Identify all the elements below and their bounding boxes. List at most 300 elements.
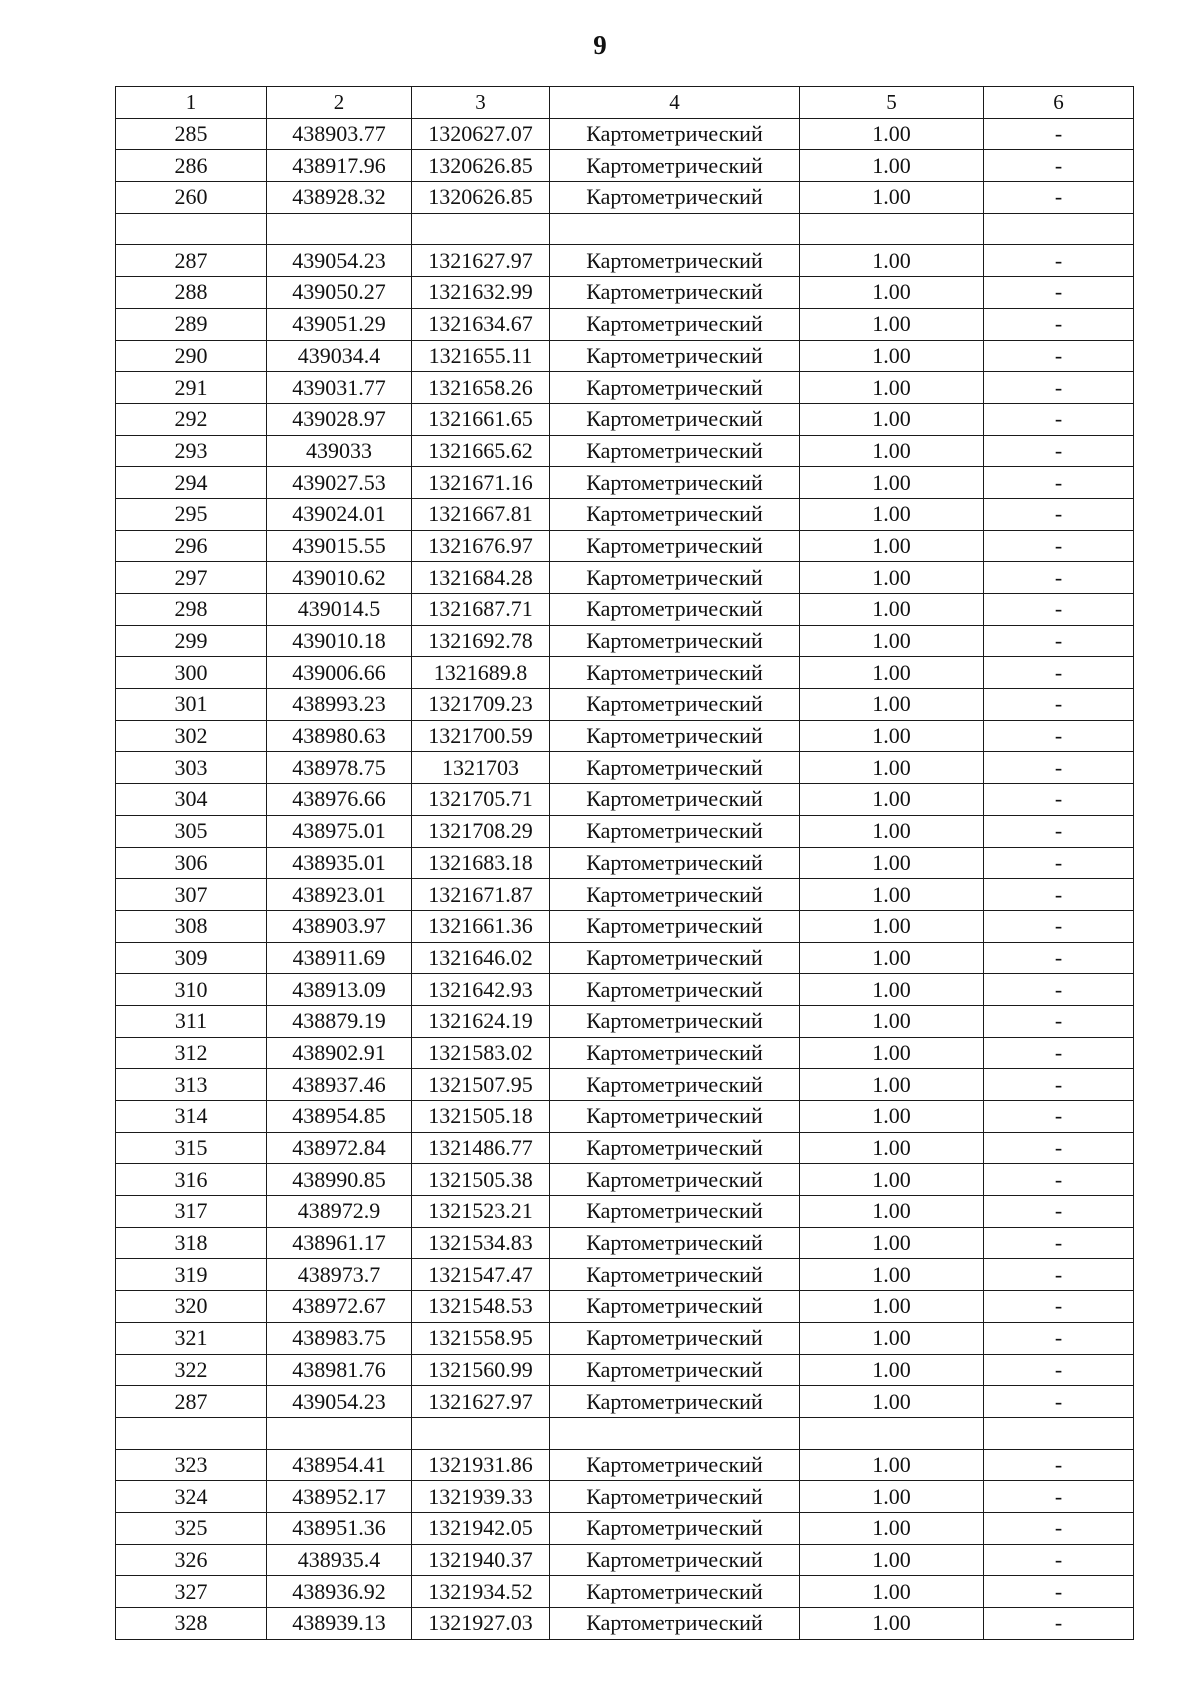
y-coordinate-cell: [412, 1417, 550, 1449]
point-number-cell: 318: [116, 1227, 267, 1259]
accuracy-cell: 1.00: [800, 1544, 984, 1576]
method-cell: Картометрический: [550, 657, 800, 689]
note-cell: [984, 213, 1134, 245]
table-row: [116, 879, 1134, 911]
point-number-cell: 291: [116, 372, 267, 404]
note-cell: -: [984, 1005, 1134, 1037]
method-cell: Картометрический: [550, 942, 800, 974]
column-number-row: [116, 87, 1134, 119]
table-row: [116, 118, 1134, 150]
accuracy-cell: 1.00: [800, 1386, 984, 1418]
x-coordinate-cell: 439014.5: [267, 594, 412, 626]
point-number-cell: 312: [116, 1037, 267, 1069]
point-number-cell: 305: [116, 815, 267, 847]
accuracy-cell: 1.00: [800, 720, 984, 752]
accuracy-cell: 1.00: [800, 1608, 984, 1640]
note-cell: -: [984, 1481, 1134, 1513]
accuracy-cell: 1.00: [800, 625, 984, 657]
accuracy-cell: 1.00: [800, 1196, 984, 1228]
column-number-cell: 3: [412, 87, 550, 119]
note-cell: -: [984, 720, 1134, 752]
method-cell: Картометрический: [550, 182, 800, 214]
table-row: [116, 1481, 1134, 1513]
table-row: [116, 1101, 1134, 1133]
coordinates-table-body: [116, 87, 1134, 1640]
accuracy-cell: 1.00: [800, 498, 984, 530]
method-cell: Картометрический: [550, 1037, 800, 1069]
y-coordinate-cell: 1321627.97: [412, 245, 550, 277]
x-coordinate-cell: 438928.32: [267, 182, 412, 214]
method-cell: Картометрический: [550, 1481, 800, 1513]
note-cell: -: [984, 594, 1134, 626]
y-coordinate-cell: [412, 213, 550, 245]
method-cell: Картометрический: [550, 1512, 800, 1544]
method-cell: Картометрический: [550, 277, 800, 309]
column-number-cell: 5: [800, 87, 984, 119]
accuracy-cell: 1.00: [800, 689, 984, 721]
point-number-cell: 327: [116, 1576, 267, 1608]
y-coordinate-cell: 1321658.26: [412, 372, 550, 404]
note-cell: -: [984, 1069, 1134, 1101]
point-number-cell: 298: [116, 594, 267, 626]
point-number-cell: 297: [116, 562, 267, 594]
x-coordinate-cell: 439010.62: [267, 562, 412, 594]
y-coordinate-cell: 1321558.95: [412, 1322, 550, 1354]
note-cell: -: [984, 1259, 1134, 1291]
note-cell: -: [984, 974, 1134, 1006]
method-cell: Картометрический: [550, 530, 800, 562]
table-row: [116, 657, 1134, 689]
x-coordinate-cell: 438976.66: [267, 784, 412, 816]
x-coordinate-cell: 438913.09: [267, 974, 412, 1006]
x-coordinate-cell: 438911.69: [267, 942, 412, 974]
note-cell: -: [984, 752, 1134, 784]
y-coordinate-cell: 1321942.05: [412, 1512, 550, 1544]
x-coordinate-cell: 439031.77: [267, 372, 412, 404]
x-coordinate-cell: 439027.53: [267, 467, 412, 499]
x-coordinate-cell: 439054.23: [267, 245, 412, 277]
method-cell: Картометрический: [550, 1291, 800, 1323]
contour-separator-row: [116, 213, 1134, 245]
y-coordinate-cell: 1321934.52: [412, 1576, 550, 1608]
method-cell: Картометрический: [550, 689, 800, 721]
y-coordinate-cell: 1321627.97: [412, 1386, 550, 1418]
x-coordinate-cell: 439024.01: [267, 498, 412, 530]
method-cell: Картометрический: [550, 562, 800, 594]
method-cell: Картометрический: [550, 594, 800, 626]
y-coordinate-cell: 1321507.95: [412, 1069, 550, 1101]
column-number-cell: 2: [267, 87, 412, 119]
table-row: [116, 403, 1134, 435]
note-cell: -: [984, 942, 1134, 974]
note-cell: -: [984, 1132, 1134, 1164]
point-number-cell: 288: [116, 277, 267, 309]
y-coordinate-cell: 1321687.71: [412, 594, 550, 626]
table-row: [116, 1512, 1134, 1544]
point-number-cell: 287: [116, 1386, 267, 1418]
note-cell: -: [984, 1354, 1134, 1386]
accuracy-cell: 1.00: [800, 1354, 984, 1386]
accuracy-cell: 1.00: [800, 1005, 984, 1037]
x-coordinate-cell: 438937.46: [267, 1069, 412, 1101]
accuracy-cell: 1.00: [800, 530, 984, 562]
table-row: [116, 467, 1134, 499]
y-coordinate-cell: 1321683.18: [412, 847, 550, 879]
note-cell: -: [984, 1227, 1134, 1259]
method-cell: Картометрический: [550, 1354, 800, 1386]
table-row: [116, 1005, 1134, 1037]
accuracy-cell: 1.00: [800, 467, 984, 499]
method-cell: Картометрический: [550, 720, 800, 752]
y-coordinate-cell: 1321632.99: [412, 277, 550, 309]
method-cell: [550, 1417, 800, 1449]
point-number-cell: 326: [116, 1544, 267, 1576]
point-number-cell: 307: [116, 879, 267, 911]
x-coordinate-cell: 438972.84: [267, 1132, 412, 1164]
table-row: [116, 1544, 1134, 1576]
note-cell: -: [984, 879, 1134, 911]
point-number-cell: 294: [116, 467, 267, 499]
accuracy-cell: 1.00: [800, 1291, 984, 1323]
table-row: [116, 815, 1134, 847]
method-cell: Картометрический: [550, 1005, 800, 1037]
note-cell: -: [984, 308, 1134, 340]
table-row: [116, 308, 1134, 340]
x-coordinate-cell: 438990.85: [267, 1164, 412, 1196]
accuracy-cell: 1.00: [800, 942, 984, 974]
method-cell: Картометрический: [550, 150, 800, 182]
note-cell: -: [984, 245, 1134, 277]
accuracy-cell: 1.00: [800, 1576, 984, 1608]
y-coordinate-cell: 1321634.67: [412, 308, 550, 340]
note-cell: -: [984, 657, 1134, 689]
note-cell: -: [984, 1196, 1134, 1228]
table-row: [116, 1132, 1134, 1164]
accuracy-cell: 1.00: [800, 847, 984, 879]
point-number-cell: 290: [116, 340, 267, 372]
x-coordinate-cell: 439010.18: [267, 625, 412, 657]
point-number-cell: 303: [116, 752, 267, 784]
point-number-cell: 313: [116, 1069, 267, 1101]
accuracy-cell: 1.00: [800, 752, 984, 784]
x-coordinate-cell: 438917.96: [267, 150, 412, 182]
y-coordinate-cell: 1321486.77: [412, 1132, 550, 1164]
x-coordinate-cell: 439054.23: [267, 1386, 412, 1418]
method-cell: Картометрический: [550, 308, 800, 340]
table-row: [116, 1449, 1134, 1481]
point-number-cell: 309: [116, 942, 267, 974]
accuracy-cell: 1.00: [800, 1259, 984, 1291]
point-number-cell: 322: [116, 1354, 267, 1386]
method-cell: Картометрический: [550, 1576, 800, 1608]
x-coordinate-cell: 439051.29: [267, 308, 412, 340]
table-row: [116, 1164, 1134, 1196]
note-cell: -: [984, 1037, 1134, 1069]
point-number-cell: 260: [116, 182, 267, 214]
x-coordinate-cell: 438980.63: [267, 720, 412, 752]
table-row: [116, 562, 1134, 594]
note-cell: -: [984, 815, 1134, 847]
x-coordinate-cell: 439015.55: [267, 530, 412, 562]
y-coordinate-cell: 1321931.86: [412, 1449, 550, 1481]
point-number-cell: 320: [116, 1291, 267, 1323]
x-coordinate-cell: 438972.9: [267, 1196, 412, 1228]
point-number-cell: 304: [116, 784, 267, 816]
method-cell: Картометрический: [550, 1196, 800, 1228]
note-cell: -: [984, 372, 1134, 404]
y-coordinate-cell: 1321689.8: [412, 657, 550, 689]
point-number-cell: 308: [116, 910, 267, 942]
y-coordinate-cell: 1321684.28: [412, 562, 550, 594]
x-coordinate-cell: 438952.17: [267, 1481, 412, 1513]
note-cell: -: [984, 277, 1134, 309]
y-coordinate-cell: 1321676.97: [412, 530, 550, 562]
accuracy-cell: 1.00: [800, 784, 984, 816]
accuracy-cell: 1.00: [800, 1164, 984, 1196]
x-coordinate-cell: [267, 1417, 412, 1449]
y-coordinate-cell: 1321940.37: [412, 1544, 550, 1576]
x-coordinate-cell: 439033: [267, 435, 412, 467]
accuracy-cell: 1.00: [800, 182, 984, 214]
accuracy-cell: 1.00: [800, 1069, 984, 1101]
x-coordinate-cell: 438936.92: [267, 1576, 412, 1608]
coordinates-table: [115, 86, 1134, 1640]
note-cell: -: [984, 403, 1134, 435]
y-coordinate-cell: 1321642.93: [412, 974, 550, 1006]
method-cell: Картометрический: [550, 1227, 800, 1259]
point-number-cell: 296: [116, 530, 267, 562]
table-row: [116, 784, 1134, 816]
table-row: [116, 277, 1134, 309]
table-row: [116, 1037, 1134, 1069]
note-cell: -: [984, 530, 1134, 562]
x-coordinate-cell: 438954.85: [267, 1101, 412, 1133]
table-row: [116, 182, 1134, 214]
accuracy-cell: 1.00: [800, 1037, 984, 1069]
method-cell: Картометрический: [550, 340, 800, 372]
method-cell: Картометрический: [550, 1449, 800, 1481]
y-coordinate-cell: 1321523.21: [412, 1196, 550, 1228]
note-cell: -: [984, 150, 1134, 182]
y-coordinate-cell: 1321624.19: [412, 1005, 550, 1037]
method-cell: Картометрический: [550, 435, 800, 467]
table-row: [116, 1354, 1134, 1386]
y-coordinate-cell: 1321708.29: [412, 815, 550, 847]
x-coordinate-cell: 438935.4: [267, 1544, 412, 1576]
table-row: [116, 752, 1134, 784]
note-cell: -: [984, 910, 1134, 942]
y-coordinate-cell: 1321583.02: [412, 1037, 550, 1069]
method-cell: Картометрический: [550, 1259, 800, 1291]
x-coordinate-cell: 439028.97: [267, 403, 412, 435]
method-cell: Картометрический: [550, 910, 800, 942]
note-cell: -: [984, 1322, 1134, 1354]
method-cell: [550, 213, 800, 245]
y-coordinate-cell: 1321661.36: [412, 910, 550, 942]
accuracy-cell: 1.00: [800, 879, 984, 911]
column-number-cell: 6: [984, 87, 1134, 119]
table-row: [116, 340, 1134, 372]
method-cell: Картометрический: [550, 1608, 800, 1640]
note-cell: [984, 1417, 1134, 1449]
note-cell: -: [984, 784, 1134, 816]
note-cell: -: [984, 1544, 1134, 1576]
accuracy-cell: [800, 213, 984, 245]
point-number-cell: 323: [116, 1449, 267, 1481]
x-coordinate-cell: 438954.41: [267, 1449, 412, 1481]
x-coordinate-cell: [267, 213, 412, 245]
method-cell: Картометрический: [550, 1101, 800, 1133]
point-number-cell: 324: [116, 1481, 267, 1513]
x-coordinate-cell: 438993.23: [267, 689, 412, 721]
point-number-cell: 293: [116, 435, 267, 467]
method-cell: Картометрический: [550, 1164, 800, 1196]
point-number-cell: 286: [116, 150, 267, 182]
y-coordinate-cell: 1321646.02: [412, 942, 550, 974]
y-coordinate-cell: 1321709.23: [412, 689, 550, 721]
x-coordinate-cell: 438972.67: [267, 1291, 412, 1323]
accuracy-cell: 1.00: [800, 1132, 984, 1164]
accuracy-cell: 1.00: [800, 277, 984, 309]
y-coordinate-cell: 1321671.16: [412, 467, 550, 499]
point-number-cell: [116, 1417, 267, 1449]
x-coordinate-cell: 438939.13: [267, 1608, 412, 1640]
y-coordinate-cell: 1321667.81: [412, 498, 550, 530]
table-row: [116, 974, 1134, 1006]
note-cell: -: [984, 689, 1134, 721]
note-cell: -: [984, 1291, 1134, 1323]
page-number: 9: [593, 30, 607, 60]
y-coordinate-cell: 1321703: [412, 752, 550, 784]
table-row: [116, 689, 1134, 721]
method-cell: Картометрический: [550, 372, 800, 404]
method-cell: Картометрический: [550, 625, 800, 657]
y-coordinate-cell: 1320626.85: [412, 150, 550, 182]
method-cell: Картометрический: [550, 784, 800, 816]
x-coordinate-cell: 438935.01: [267, 847, 412, 879]
y-coordinate-cell: 1321661.65: [412, 403, 550, 435]
accuracy-cell: 1.00: [800, 372, 984, 404]
point-number-cell: 328: [116, 1608, 267, 1640]
x-coordinate-cell: 439050.27: [267, 277, 412, 309]
method-cell: Картометрический: [550, 245, 800, 277]
point-number-cell: 285: [116, 118, 267, 150]
table-row: [116, 245, 1134, 277]
method-cell: Картометрический: [550, 467, 800, 499]
note-cell: -: [984, 562, 1134, 594]
point-number-cell: 289: [116, 308, 267, 340]
x-coordinate-cell: 438879.19: [267, 1005, 412, 1037]
method-cell: Картометрический: [550, 879, 800, 911]
y-coordinate-cell: 1321505.18: [412, 1101, 550, 1133]
accuracy-cell: 1.00: [800, 657, 984, 689]
method-cell: Картометрический: [550, 1544, 800, 1576]
table-row: [116, 720, 1134, 752]
point-number-cell: 300: [116, 657, 267, 689]
method-cell: Картометрический: [550, 847, 800, 879]
accuracy-cell: 1.00: [800, 1227, 984, 1259]
table-row: [116, 1196, 1134, 1228]
y-coordinate-cell: 1321692.78: [412, 625, 550, 657]
point-number-cell: 306: [116, 847, 267, 879]
contour-separator-row: [116, 1417, 1134, 1449]
accuracy-cell: 1.00: [800, 1449, 984, 1481]
table-row: [116, 1322, 1134, 1354]
point-number-cell: 314: [116, 1101, 267, 1133]
method-cell: Картометрический: [550, 1386, 800, 1418]
point-number-cell: 292: [116, 403, 267, 435]
accuracy-cell: 1.00: [800, 594, 984, 626]
point-number-cell: [116, 213, 267, 245]
x-coordinate-cell: 438902.91: [267, 1037, 412, 1069]
note-cell: -: [984, 1449, 1134, 1481]
method-cell: Картометрический: [550, 752, 800, 784]
note-cell: -: [984, 1608, 1134, 1640]
note-cell: -: [984, 625, 1134, 657]
table-row: [116, 910, 1134, 942]
column-number-cell: 1: [116, 87, 267, 119]
y-coordinate-cell: 1321560.99: [412, 1354, 550, 1386]
point-number-cell: 316: [116, 1164, 267, 1196]
point-number-cell: 325: [116, 1512, 267, 1544]
y-coordinate-cell: 1321547.47: [412, 1259, 550, 1291]
method-cell: Картометрический: [550, 1132, 800, 1164]
note-cell: -: [984, 467, 1134, 499]
note-cell: -: [984, 182, 1134, 214]
table-row: [116, 1227, 1134, 1259]
table-row: [116, 1291, 1134, 1323]
accuracy-cell: 1.00: [800, 562, 984, 594]
note-cell: -: [984, 1164, 1134, 1196]
method-cell: Картометрический: [550, 815, 800, 847]
y-coordinate-cell: 1321665.62: [412, 435, 550, 467]
y-coordinate-cell: 1321505.38: [412, 1164, 550, 1196]
y-coordinate-cell: 1321548.53: [412, 1291, 550, 1323]
y-coordinate-cell: 1321534.83: [412, 1227, 550, 1259]
x-coordinate-cell: 438951.36: [267, 1512, 412, 1544]
accuracy-cell: 1.00: [800, 815, 984, 847]
y-coordinate-cell: 1321700.59: [412, 720, 550, 752]
x-coordinate-cell: 438903.97: [267, 910, 412, 942]
accuracy-cell: 1.00: [800, 1322, 984, 1354]
method-cell: Картометрический: [550, 498, 800, 530]
table-row: [116, 530, 1134, 562]
y-coordinate-cell: 1321655.11: [412, 340, 550, 372]
y-coordinate-cell: 1320627.07: [412, 118, 550, 150]
table-row: [116, 625, 1134, 657]
x-coordinate-cell: 438978.75: [267, 752, 412, 784]
note-cell: -: [984, 1386, 1134, 1418]
accuracy-cell: 1.00: [800, 910, 984, 942]
x-coordinate-cell: 438903.77: [267, 118, 412, 150]
table-row: [116, 1259, 1134, 1291]
accuracy-cell: 1.00: [800, 974, 984, 1006]
point-number-cell: 299: [116, 625, 267, 657]
point-number-cell: 317: [116, 1196, 267, 1228]
x-coordinate-cell: 438981.76: [267, 1354, 412, 1386]
y-coordinate-cell: 1321705.71: [412, 784, 550, 816]
method-cell: Картометрический: [550, 1069, 800, 1101]
x-coordinate-cell: 438975.01: [267, 815, 412, 847]
note-cell: -: [984, 1101, 1134, 1133]
table-row: [116, 594, 1134, 626]
table-row: [116, 1386, 1134, 1418]
note-cell: -: [984, 1576, 1134, 1608]
x-coordinate-cell: 439006.66: [267, 657, 412, 689]
point-number-cell: 319: [116, 1259, 267, 1291]
note-cell: -: [984, 498, 1134, 530]
accuracy-cell: 1.00: [800, 435, 984, 467]
